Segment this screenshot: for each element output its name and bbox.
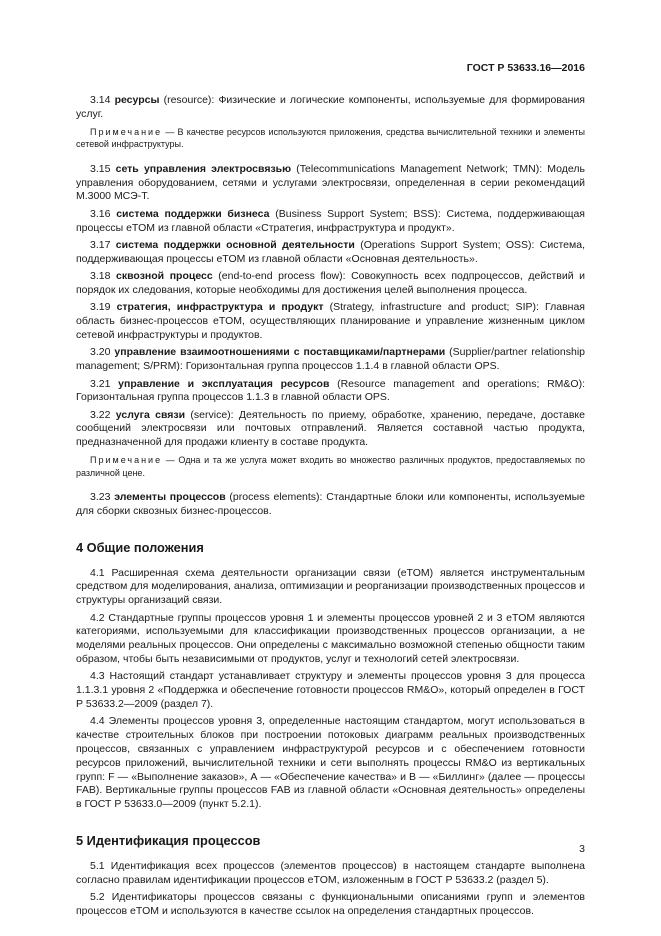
definition-3-15: 3.15 сеть управления электросвязью (Telecommunications Management Network; TMN): Модель управления оборудованием, сетями и услугами электросвязи, определенная в серии рекомендаций М.3000 МСЭ-Т. <box>76 162 585 203</box>
definition-3-21: 3.21 управление и эксплуатация ресурсов (Resource management and operations; RM&O): Горизонтальная группа процессов 1.1.3 в главной области OPS. <box>76 377 585 404</box>
paragraph-4-4: 4.4 Элементы процессов уровня 3, определенные настоящим стандартом, могут использоваться в качестве строительных блоков при построении потоковых диаграмм реальных производственных процессов, связанных с управлением инфраструктурой ресурсов и с обеспечением готовности ресурсов приложений, вычислительной техники и сети выполнять процессы RM&O из вертикальных групп: F — «Выполнение заказов», А — «Обеспечение качества» и В — «Биллинг» (далее — процессы FAB). Вертикальные группы процессов FAB из главной области «Основная деятельность» определены в ГОСТ Р 53633.0—2009 (пункт 5.2.1). <box>76 715 585 811</box>
definition-3-17: 3.17 система поддержки основной деятельности (Operations Support System; OSS): Система, поддерживающая процессы eTOM из главной области «Основная деятельность». <box>76 238 585 265</box>
document-id-header: ГОСТ Р 53633.16—2016 <box>466 62 585 74</box>
document-body <box>76 94 585 922</box>
definition-3-16: 3.16 система поддержки бизнеса (Business Support System; BSS): Система, поддерживающая процессы eTOM из главной области «Стратегия, инфраструктура и продукт». <box>76 207 585 234</box>
paragraph-4-3: 4.3 Настоящий стандарт устанавливает структуру и элементы процессов уровня 3 для процесса 1.1.3.1 уровня 2 «Поддержка и обеспечение готовности процессов RM&O», который определен в ГОСТ Р 53633.2—2009 (раздел 7). <box>76 670 585 711</box>
paragraph-5-1: 5.1 Идентификация всех процессов (элементов процессов) в настоящем стандарте выполнена согласно правилам идентификации процессов eTOM, изложенным в ГОСТ Р 53633.2 (раздел 5). <box>76 859 585 886</box>
section-4-heading: 4 Общие положения <box>76 539 204 555</box>
page-number: 3 <box>579 843 585 855</box>
definition-3-18: 3.18 сквозной процесс (end-to-end process flow): Совокупность всех подпроцессов, действий и порядок их следования, которые необходимы для достижения целей выполнения процесса. <box>76 270 585 296</box>
definition-3-22: 3.22 услуга связи (service): Деятельность по приему, обработке, хранению, передаче, доставке сообщений электросвязи или почтовых отправлений. Является составной частью продукта, предназначенной для продажи клиенту в составе продукта. <box>76 408 585 449</box>
paragraph-4-2: 4.2 Стандартные группы процессов уровня 1 и элементы процессов уровней 2 и 3 eTOM являются категориями, используемыми для классификации производственных процессов организации, а не моделями реальных процессов. Они определены с максимально возможной степенью общности таким образом, чтобы быть независимыми от продуктов, услуг и технологий сетей электросвязи. <box>76 611 585 666</box>
section-5-heading: 5 Идентификация процессов <box>76 832 261 848</box>
note-resources: Примечание — В качестве ресурсов используются приложения, средства вычислительной техники и элементы сетевой инфраструктуры. <box>76 126 585 150</box>
definition-3-14: 3.14 ресурсы (resource): Физические и логические компоненты, используемые для формирования услуг. <box>76 94 585 120</box>
definition-3-23: 3.23 элементы процессов (process elements): Стандартные блоки или компоненты, используемые для сборки сквозных бизнес-процессов. <box>76 491 585 518</box>
paragraph-4-1: 4.1 Расширенная схема деятельности организации связи (eTOM) является инструментальным средством для моделирования, анализа, оптимизации и реорганизации производственных процессов и структуры организаций связи. <box>76 566 585 607</box>
definition-3-20: 3.20 управление взаимоотношениями с поставщиками/партнерами (Supplier/partner relationship management; S/PRM): Горизонтальная группа процессов 1.1.4 в главной области OPS. <box>76 346 585 373</box>
definition-3-19: 3.19 стратегия, инфраструктура и продукт (Strategy, infrastructure and product; SIP): Главная область бизнес-процессов eTOM, осуществляющих планирование и управление жизненным циклом сетевой инфраструктуры и продуктов. <box>76 301 585 341</box>
paragraph-5-2: 5.2 Идентификаторы процессов связаны с функциональными описаниями групп и элементов процессов eTOM и используются в качестве ссылок на определения стандартных процессов. <box>76 890 585 917</box>
note-service: Примечание — Одна и та же услуга может входить во множество различных продуктов, предоставляемых по различной цене. <box>76 455 585 478</box>
